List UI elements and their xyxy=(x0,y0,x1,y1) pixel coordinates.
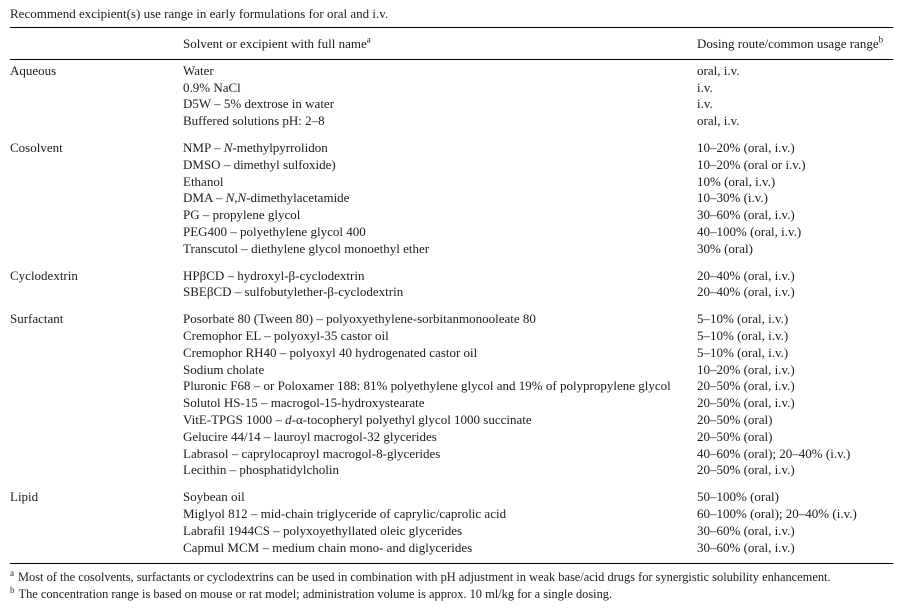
dosing-cell: 10–20% (oral, i.v.) xyxy=(697,139,795,155)
dosing-cell: 20–50% (oral) xyxy=(697,428,773,444)
solvent-cell: Cremophor EL – polyoxyl-35 castor oil xyxy=(183,327,389,343)
dosing-cell: 10% (oral, i.v.) xyxy=(697,173,776,189)
dosing-superscript: b xyxy=(878,34,884,45)
page-title: Recommend excipient(s) use range in early formulations for oral and i.v. xyxy=(10,6,389,21)
solvent-cell: PG – propylene glycol xyxy=(183,207,301,223)
table-row xyxy=(10,284,893,301)
table-row xyxy=(10,190,893,207)
dosing-cell: 30–60% (oral, i.v.) xyxy=(697,207,795,223)
solvent-cell: Solutol HS-15 – macrogol-15-hydroxystearate xyxy=(183,395,425,411)
solvent-cell: Miglyol 812 – mid-chain triglyceride of caprylic/caprolic acid xyxy=(183,505,507,521)
solvent-cell: Posorbate 80 (Tween 80) – polyoxyethylene-sorbitanmonooleate 80 xyxy=(183,311,536,327)
table-row xyxy=(10,268,893,285)
dosing-cell: 60–100% (oral); 20–40% (i.v.) xyxy=(697,505,857,521)
table-row xyxy=(10,412,893,429)
dosing-cell: oral, i.v. xyxy=(697,113,740,129)
table-row xyxy=(10,429,893,446)
solvent-cell: Ethanol xyxy=(183,173,224,189)
table-row xyxy=(10,489,893,506)
dosing-cell: i.v. xyxy=(697,79,713,95)
dosing-cell: 30% (oral) xyxy=(697,240,753,256)
table-row xyxy=(10,540,893,557)
solvent-cell: HPβCD – hydroxyl-β-cyclodextrin xyxy=(183,267,365,283)
group-lipid xyxy=(10,489,893,556)
table-row xyxy=(10,63,893,80)
column-header-solvent xyxy=(183,36,697,53)
table-row xyxy=(10,378,893,395)
table-row xyxy=(10,157,893,174)
solvent-cell: Capmul MCM – medium chain mono- and diglycerides xyxy=(183,539,473,555)
group-cosolvent xyxy=(10,140,893,258)
table-row xyxy=(10,241,893,258)
dosing-cell: 5–10% (oral, i.v.) xyxy=(697,327,789,343)
solvent-cell: Soybean oil xyxy=(183,489,245,505)
dosing-cell: 20–50% (oral) xyxy=(697,411,773,427)
footnote-a xyxy=(10,569,893,586)
dosing-cell: i.v. xyxy=(697,96,713,112)
column-header-solvent-label: Solvent or excipient with full name xyxy=(183,36,367,51)
category-label: Cosolvent xyxy=(10,139,63,155)
table-row xyxy=(10,113,893,130)
footnote-b xyxy=(10,586,893,603)
solvent-cell: Labrasol – caprylocaproyl macrogol-8-glycerides xyxy=(183,445,441,461)
category-label: Surfactant xyxy=(10,311,64,327)
dosing-cell: 50–100% (oral) xyxy=(697,489,779,505)
dosing-cell: 30–60% (oral, i.v.) xyxy=(697,522,795,538)
solvent-cell: Cremophor RH40 – polyoxyl 40 hydrogenated castor oil xyxy=(183,344,478,360)
solvent-cell: Lecithin – phosphatidylcholin xyxy=(183,462,339,478)
footnote-b-marker: b xyxy=(10,585,15,596)
dosing-cell: 10–20% (oral, i.v.) xyxy=(697,361,795,377)
table-row xyxy=(10,311,893,328)
table-row xyxy=(10,462,893,479)
solvent-superscript: a xyxy=(366,34,371,45)
category-label: Aqueous xyxy=(10,62,57,78)
solvent-cell: D5W – 5% dextrose in water xyxy=(183,96,335,112)
dosing-cell: oral, i.v. xyxy=(697,62,740,78)
table-footnotes xyxy=(10,563,893,603)
dosing-cell: 20–40% (oral, i.v.) xyxy=(697,284,795,300)
solvent-cell: Pluronic F68 – or Poloxamer 188: 81% polyethylene glycol and 19% of polypropylene glycol xyxy=(183,378,671,394)
solvent-cell: Water xyxy=(183,62,214,78)
dosing-cell: 10–20% (oral or i.v.) xyxy=(697,156,806,172)
dosing-cell: 20–50% (oral, i.v.) xyxy=(697,462,795,478)
solvent-cell: Gelucire 44/14 – lauroyl macrogol-32 glycerides xyxy=(183,428,437,444)
dosing-cell: 40–100% (oral, i.v.) xyxy=(697,223,802,239)
dosing-cell: 10–30% (i.v.) xyxy=(697,190,769,206)
table-row xyxy=(10,80,893,97)
table-row xyxy=(10,224,893,241)
table-row xyxy=(10,96,893,113)
dosing-cell: 5–10% (oral, i.v.) xyxy=(697,311,789,327)
table-row xyxy=(10,523,893,540)
solvent-cell: PEG400 – polyethylene glycol 400 xyxy=(183,223,366,239)
table-row xyxy=(10,395,893,412)
table-body xyxy=(10,60,893,564)
group-cyclodextrin xyxy=(10,268,893,302)
table-row xyxy=(10,140,893,157)
solvent-cell: VitE-TPGS 1000 – d-α-tocopheryl polyethyl glycol 1000 succinate xyxy=(183,411,532,427)
table-row xyxy=(10,506,893,523)
solvent-cell: DMSO – dimethyl sulfoxide) xyxy=(183,156,336,172)
dosing-cell: 20–50% (oral, i.v.) xyxy=(697,395,795,411)
category-label: Cyclodextrin xyxy=(10,267,78,283)
dosing-cell: 40–60% (oral); 20–40% (i.v.) xyxy=(697,445,851,461)
solvent-cell: 0.9% NaCl xyxy=(183,79,241,95)
solvent-cell: SBEβCD – sulfobutylether-β-cyclodextrin xyxy=(183,284,404,300)
dosing-cell: 5–10% (oral, i.v.) xyxy=(697,344,789,360)
dosing-cell: 20–40% (oral, i.v.) xyxy=(697,267,795,283)
table-row xyxy=(10,446,893,463)
table-row xyxy=(10,345,893,362)
dosing-cell: 30–60% (oral, i.v.) xyxy=(697,539,795,555)
group-surfactant xyxy=(10,311,893,479)
solvent-cell: Labrafil 1944CS – polyxoyethyllated oleic glycerides xyxy=(183,522,463,538)
solvent-cell: NMP – N-methylpyrrolidon xyxy=(183,139,328,155)
category-label: Lipid xyxy=(10,489,39,505)
footnote-a-marker: a xyxy=(10,568,14,579)
table-row xyxy=(10,174,893,191)
dosing-cell: 20–50% (oral, i.v.) xyxy=(697,378,795,394)
table-row xyxy=(10,362,893,379)
column-header-dosing xyxy=(697,36,893,53)
solvent-cell: Sodium cholate xyxy=(183,361,265,377)
table-row xyxy=(10,328,893,345)
table-header xyxy=(10,27,893,60)
table-row xyxy=(10,207,893,224)
group-aqueous xyxy=(10,63,893,130)
solvent-cell: DMA – N,N-dimethylacetamide xyxy=(183,190,350,206)
footnote-a-text: Most of the cosolvents, surfactants or cyclodextrins can be used in combination with pH adjustment in weak base/acid drugs for synergistic solubility enhancement. xyxy=(18,570,831,585)
footnote-b-text: The concentration range is based on mouse or rat model; administration volume is approx. 10 ml/kg for a single dosing. xyxy=(18,587,613,602)
column-header-dosing-label: Dosing route/common usage range xyxy=(697,36,879,51)
solvent-cell: Transcutol – diethylene glycol monoethyl ether xyxy=(183,240,430,256)
solvent-cell: Buffered solutions pH: 2–8 xyxy=(183,113,325,129)
